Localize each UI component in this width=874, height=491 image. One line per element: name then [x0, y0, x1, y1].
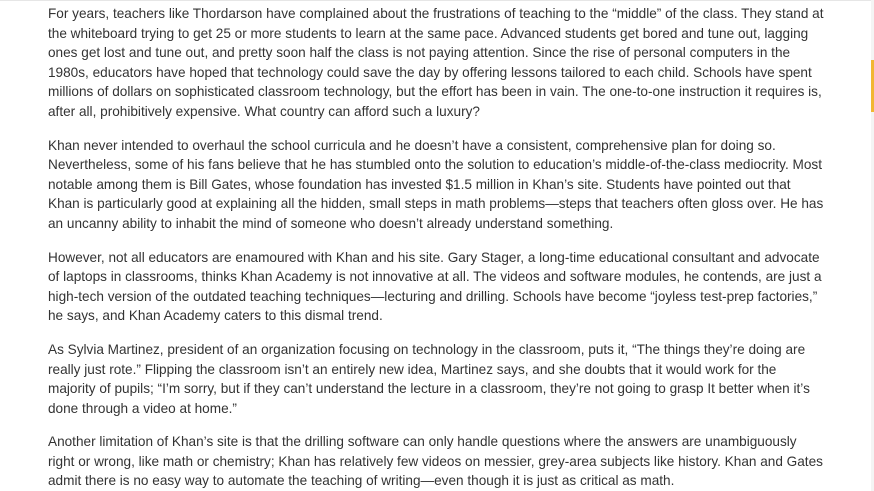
paragraph-5: Another limitation of Khan’s site is that the drilling software can only handle questions where the answers are unambiguously right or wrong, like math or chemistry; Khan has relatively few videos on messier, grey-area subjects like history. Khan and Gates admit there is no easy way to automate the teaching of writing—even though it is just as critical as math. — [48, 434, 823, 489]
article-body — [48, 0, 824, 491]
paragraph-4: As Sylvia Martinez, president of an organization focusing on technology in the classroom, puts it, “The things they’re doing are really just rote.” Flipping the classroom isn’t an entirely new idea, Martinez says, and she doubts that it would work for the majority of pupils; “I’m sorry, but if they can’t understand the lecture in a classroom, they’re not going to grasp It better when it’s done through a video at home.” — [48, 341, 810, 416]
paragraph-2: Khan never intended to overhaul the school curricula and he doesn’t have a consistent, comprehensive plan for doing so. Nevertheless, some of his fans believe that he has stumbled onto the solution to education’s middle-of-the-class mediocrity. Most notable among them is Bill Gates, whose foundation has invested $1.5 million in Khan’s site. Students have pointed out that Khan is particularly good at explaining all the hidden, small steps in math problems—steps that teachers often gloss over. He has an uncanny ability to inhabit the mind of someone who doesn’t already understand something. — [48, 137, 824, 231]
paragraph-3: However, not all educators are enamoured with Khan and his site. Gary Stager, a long-time educational consultant and advocate of laptops in classrooms, thinks Khan Academy is not innovative at all. The videos and software modules, he contends, are just a high-tech version of the outdated teaching techniques—lecturing and drilling. Schools have become “joyless test-prep factories,” he says, and Khan Academy caters to this dismal trend. — [48, 249, 822, 324]
paragraph-1: For years, teachers like Thordarson have complained about the frustrations of teaching to the “middle” of the class. They stand at the whiteboard trying to get 25 or more students to learn at the same pace. Advanced students get bored and tune out, lagging ones get lost and tune out, and pretty soon half the class is not paying attention. Since the rise of personal computers in the 1980s, educators have hoped that technology could save the day by offering lessons tailored to each child. Schools have spent millions of dollars on sophisticated classroom technology, but the effort has been in vain. The one-to-one instruction it requires is, after all, prohibitively expensive. What country can afford such a luxury? — [48, 6, 824, 119]
